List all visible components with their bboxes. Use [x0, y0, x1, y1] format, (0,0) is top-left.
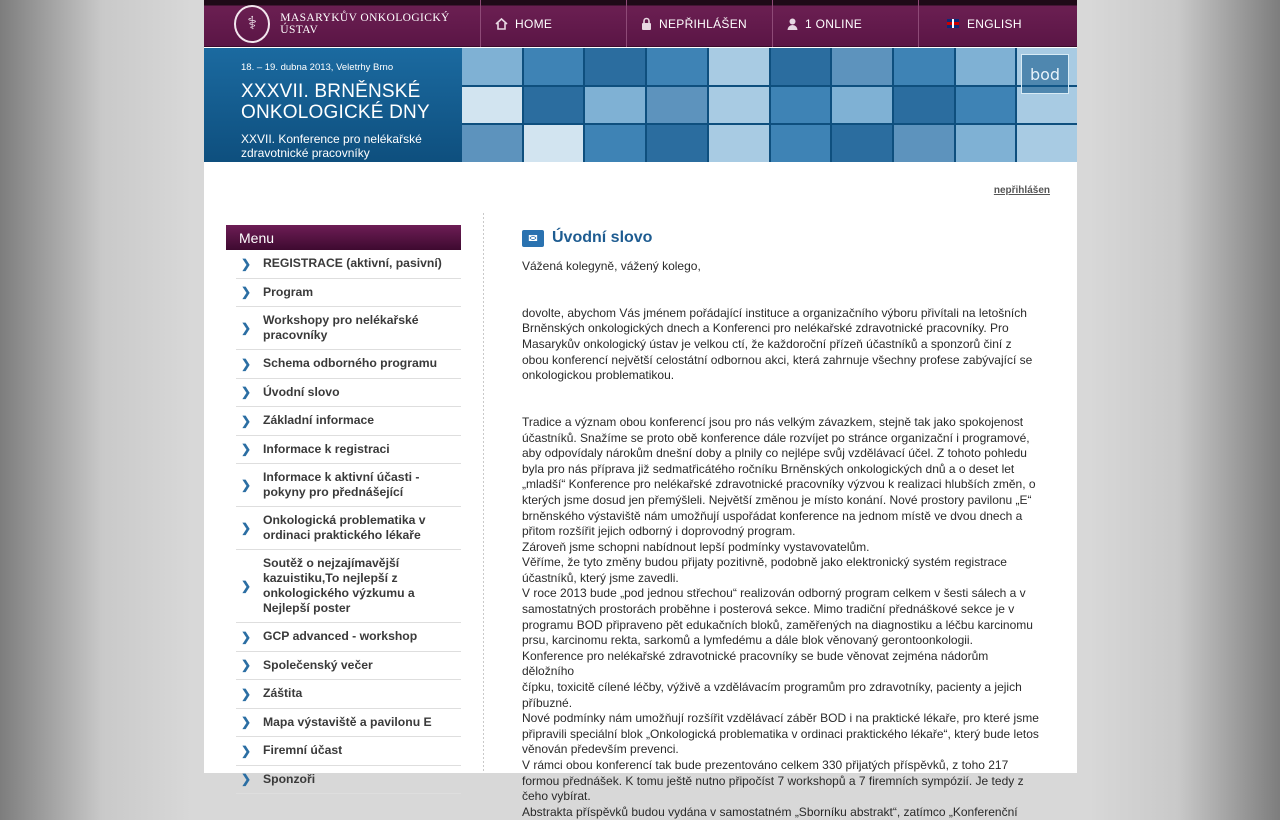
- menu-item[interactable]: [236, 550, 461, 623]
- arrow-right-icon: ❯: [241, 686, 252, 701]
- banner-text-panel: [204, 48, 464, 162]
- banner-date: 18. – 19. dubna 2013, Veletrhy Brno: [241, 62, 394, 73]
- heading-icon: ✉: [522, 230, 544, 247]
- nav-home[interactable]: [481, 0, 627, 47]
- arrow-right-icon: ❯: [241, 579, 252, 593]
- sidebar-menu: [226, 225, 461, 794]
- user-icon: [787, 18, 798, 30]
- top-navigation-bar: [204, 0, 1077, 47]
- menu-item[interactable]: [236, 766, 461, 795]
- arrow-right-icon: ❯: [241, 413, 252, 428]
- arrow-right-icon: ❯: [241, 356, 252, 371]
- banner-subtitle: XXVII. Konference pro nelékařské zdravotnické pracovníky: [241, 132, 422, 160]
- nav-online-label: 1 ONLINE: [805, 16, 863, 31]
- nav-login-label: NEPŘIHLÁŠEN: [659, 16, 747, 31]
- arrow-right-icon: ❯: [241, 321, 252, 335]
- menu-item-label: Mapa výstaviště a pavilonu E: [263, 714, 432, 729]
- menu-item[interactable]: [236, 507, 461, 550]
- banner-title-line2: ONKOLOGICKÉ DNY: [241, 102, 430, 123]
- menu-heading: Menu: [226, 225, 461, 250]
- menu-item-label: GCP advanced - workshop: [263, 629, 418, 644]
- brand[interactable]: [204, 0, 481, 47]
- menu-item-label: Společenský večer: [263, 657, 373, 672]
- content-heading: [522, 229, 1042, 247]
- menu-item[interactable]: [236, 737, 461, 766]
- arrow-right-icon: ❯: [241, 629, 252, 644]
- lock-icon: [641, 17, 652, 30]
- nav-online[interactable]: [773, 0, 919, 47]
- arrow-right-icon: ❯: [241, 658, 252, 673]
- bod-logo: bod: [1021, 54, 1069, 94]
- menu-item-label: Základní informace: [263, 413, 375, 428]
- menu-item[interactable]: [236, 307, 461, 350]
- menu-item[interactable]: [236, 379, 461, 408]
- arrow-right-icon: ❯: [241, 478, 252, 492]
- menu-item[interactable]: [236, 709, 461, 738]
- arrow-right-icon: ❯: [241, 715, 252, 730]
- menu-item-label: Soutěž o nejzajímavější kazuistiku,To nejlepší z onkologického výzkumu a Nejlepší poster: [263, 556, 415, 615]
- menu-item[interactable]: [236, 436, 461, 465]
- menu-item[interactable]: [236, 652, 461, 681]
- nav-home-label: HOME: [515, 16, 553, 31]
- institute-logo-icon: ⚕: [234, 5, 270, 43]
- menu-item-label: Schema odborného programu: [263, 356, 438, 371]
- menu-item-label: Firemní účast: [263, 743, 343, 758]
- nav-english-label: ENGLISH: [967, 16, 1022, 31]
- menu-item[interactable]: [236, 623, 461, 652]
- menu-item[interactable]: [236, 350, 461, 379]
- paragraph-2: Tradice a význam obou konferencí jsou pro nás velkým závazkem, stejně tak jako spokojenost účastníků. Snažíme se proto obě konference dále rozvíjet po stránce organizační i programové, aby odpovídaly nárokům dnešní doby a plnily co nejlépe svůj vzdělávací účel. Z tohoto pohledu byla pro nás příprava již sedmatřicátého ročníku Brněnských onkologických dnů a o deset let „mladší“ Konference pro nelékařské zdravotnické pracovníky výzvou k realizaci hlubších změn, o kterých jsme dosud jen přemýšleli. Největší změnou je místo konání. Nové prostory pavilonu „E“ brněnského výstaviště nám umožňují uspořádat konference na jednom místě ve dvou dnech a přitom rozšířit jejich odborný i doprovodný program. Zároveň jsme schopni nabídnout lepší podmínky vystavovatelům. Věříme, že tyto změny budou přijaty pozitivně, podobně jako elektronický systém registrace účastníků, který jsme zavedli. V roce 2013 bude „pod jednou střechou“ realizován odborný program celkem v šesti sálech a v samostatných prostorách proběhne i posterová sekce. Mimo tradiční přednáškové sekce je v programu BOD připraveno pět edukačních bloků, zaměřených na diagnostiku a léčbu karcinomu prsu, karcinomu rekta, sarkomů a lymfedému a dále blok věnovaný gerontoonkologii. Konference pro nelékařské zdravotnické pracovníky se bude věnovat zejména nádorům děložního čípku, toxicitě cílené léčby, výživě a vzdělávacím programům pro zdravotníky, pacienty a jejich příbuzné. Nové podmínky nám umožňují rozšířit vzdělávací záběr BOD i na praktické lékaře, pro které jsme připravili speciální blok „Onkologická problematika v ordinaci praktického lékaře“, který bude letos věnován především prevenci. V rámci obou konferencí tak bude prezentováno celkem 330 přijatých příspěvků, z toho 217 formou přednášek. K tomu ještě nutno připočíst 7 workshopů a 7 firemních sympózií. Je tedy z čeho vybírat. Abstrakta příspěvků budou vydána v samostatném „Sborníku abstrakt“, zatímco „Konferenční: [522, 414, 1039, 819]
- banner-title: [241, 81, 430, 123]
- menu-item[interactable]: [236, 464, 461, 507]
- conference-banner: [204, 48, 1077, 162]
- paragraph-1: dovolte, abychom Vás jménem pořádající instituce a organizačního výboru přivítali na letošních Brněnských onkologických dnech a Konferenci pro nelékařské zdravotnické pracovníky. Pro Masarykův onkologický ústav je velkou ctí, že každoroční přízeň účastníků a sponzorů činí z obou konferencí největší celostátní odbornou akci, která zahrnuje všechny profese zabývající se onkologickou problematikou.: [522, 305, 1033, 383]
- menu-item-label: Onkologická problematika v ordinaci praktického lékaře: [263, 513, 426, 542]
- menu-item-label: Informace k aktivní účasti - pokyny pro přednášející: [263, 470, 420, 499]
- menu-item-label: Úvodní slovo: [263, 384, 340, 399]
- arrow-right-icon: ❯: [241, 521, 252, 535]
- main-content: [522, 229, 1042, 820]
- arrow-right-icon: ❯: [241, 256, 252, 271]
- menu-item[interactable]: [236, 279, 461, 308]
- page-title: Úvodní slovo: [552, 229, 653, 246]
- menu-item-label: REGISTRACE (aktivní, pasivní): [263, 256, 442, 271]
- not-logged-in-link[interactable]: nepřihlášen: [993, 185, 1050, 196]
- menu-item-label: Program: [263, 284, 314, 299]
- arrow-right-icon: ❯: [241, 285, 252, 300]
- greeting: Vážená kolegyně, vážený kolego,: [522, 259, 701, 273]
- menu-item[interactable]: [236, 407, 461, 436]
- arrow-right-icon: ❯: [241, 442, 252, 457]
- menu-item-label: Sponzoři: [263, 771, 316, 786]
- arrow-right-icon: ❯: [241, 772, 252, 787]
- arrow-right-icon: ❯: [241, 385, 252, 400]
- nav-english[interactable]: [919, 0, 1077, 47]
- home-icon: [495, 18, 508, 30]
- menu-item[interactable]: [236, 250, 461, 279]
- brand-name: MASARYKŮV ONKOLOGICKÝ ÚSTAV: [280, 11, 450, 36]
- menu-item-label: Informace k registraci: [263, 441, 390, 456]
- menu-item-label: Workshopy pro nelékařské pracovníky: [263, 313, 419, 342]
- content-body: [522, 259, 1042, 820]
- arrow-right-icon: ❯: [241, 743, 252, 758]
- uk-flag-icon: [947, 19, 959, 28]
- nav-login-status[interactable]: [627, 0, 773, 47]
- column-divider: [483, 213, 484, 773]
- page: [204, 0, 1077, 819]
- menu-item[interactable]: [236, 680, 461, 709]
- banner-photo-mosaic: [462, 48, 1077, 162]
- banner-title-line1: XXXVII. BRNĚNSKÉ: [241, 81, 421, 102]
- menu-item-label: Záštita: [263, 686, 303, 701]
- menu-list: [226, 250, 461, 794]
